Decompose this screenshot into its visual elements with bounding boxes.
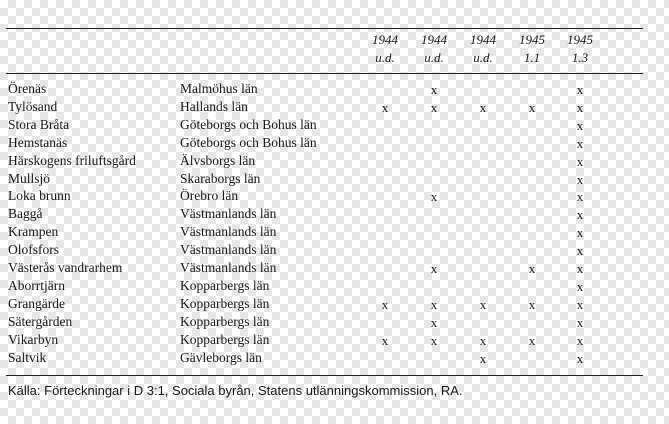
table-row <box>0 187 669 205</box>
table-row <box>0 259 669 277</box>
column-header-date: 1.1 <box>523 50 541 65</box>
column-header-year: 1944 <box>470 32 496 47</box>
column-header-date: u.d. <box>424 50 444 65</box>
presence-mark: x <box>430 99 438 115</box>
table-row <box>0 295 669 313</box>
presence-mark: x <box>430 82 438 97</box>
place-name: Mullsjö <box>8 170 51 186</box>
presence-mark: x <box>576 296 584 312</box>
place-name: Olofsfors <box>8 242 59 258</box>
table-row <box>0 241 669 259</box>
presence-mark: x <box>576 135 584 151</box>
column-header-year: 1944 <box>372 32 398 47</box>
presence-mark: x <box>430 296 438 312</box>
presence-mark: x <box>479 99 487 115</box>
table-row <box>0 134 669 152</box>
county-name: Malmöhus län <box>180 81 258 96</box>
table-row <box>0 152 669 170</box>
place-name: Saltvik <box>8 349 47 365</box>
place-name: Hemstanäs <box>8 134 68 150</box>
table-row <box>0 349 669 367</box>
presence-mark: x <box>381 332 389 348</box>
presence-mark: x <box>576 225 584 241</box>
table-row <box>0 116 669 134</box>
place-name: Sätergården <box>8 313 73 329</box>
presence-mark: x <box>576 332 584 348</box>
place-name: Baggå <box>8 206 43 222</box>
county-name: Göteborgs och Bohus län <box>180 134 317 150</box>
presence-mark: x <box>528 332 536 348</box>
presence-mark: x <box>430 189 438 205</box>
table-row <box>0 313 669 331</box>
presence-mark: x <box>479 296 487 312</box>
place-name: Härskogens friluftsgård <box>8 152 136 168</box>
bottom-rule <box>6 375 643 376</box>
presence-mark: x <box>430 314 438 330</box>
header-rule <box>6 73 643 74</box>
column-header-date: u.d. <box>375 50 395 65</box>
presence-mark: x <box>576 314 584 330</box>
table-row <box>0 277 669 295</box>
presence-mark: x <box>381 99 389 115</box>
presence-mark: x <box>576 171 584 187</box>
county-name: Älvsborgs län <box>180 152 256 168</box>
presence-mark: x <box>576 189 584 205</box>
county-name: Kopparbergs län <box>180 295 270 311</box>
presence-mark: x <box>576 207 584 223</box>
presence-mark: x <box>576 243 584 259</box>
column-header-year: 1945 <box>567 32 593 47</box>
presence-mark: x <box>576 350 584 366</box>
place-name: Vikarbyn <box>8 331 59 347</box>
county-name: Västmanlands län <box>180 224 277 240</box>
place-name: Loka brunn <box>8 188 71 204</box>
table-row <box>0 331 669 349</box>
table-row <box>0 170 669 188</box>
presence-mark: x <box>430 261 438 276</box>
presence-mark: x <box>381 296 389 312</box>
presence-mark: x <box>576 82 584 97</box>
table-row <box>0 98 669 116</box>
place-name: Tylösand <box>8 98 58 114</box>
table-row <box>0 205 669 223</box>
county-name: Gävleborgs län <box>180 349 262 365</box>
column-header-year: 1944 <box>421 32 447 47</box>
presence-mark: x <box>576 99 584 115</box>
county-name: Skaraborgs län <box>180 170 261 186</box>
top-rule <box>6 28 643 29</box>
county-name: Örebro län <box>180 188 239 204</box>
column-header-year: 1945 <box>519 32 545 47</box>
place-name: Örenäs <box>8 81 47 96</box>
county-name: Kopparbergs län <box>180 277 270 293</box>
source-note: Källa: Förteckningar i D 3:1, Sociala byrån, Statens utlänningskommission, RA. <box>8 383 463 398</box>
place-name: Aborrtjärn <box>8 277 65 293</box>
county-name: Västmanlands län <box>180 260 277 275</box>
county-name: Kopparbergs län <box>180 331 270 347</box>
presence-mark: x <box>576 117 584 133</box>
table-row <box>0 80 669 98</box>
county-name: Göteborgs och Bohus län <box>180 116 317 132</box>
presence-mark: x <box>576 261 584 276</box>
column-header-date: 1.3 <box>571 50 589 65</box>
presence-mark: x <box>479 350 487 366</box>
presence-mark: x <box>528 296 536 312</box>
presence-mark: x <box>528 261 536 276</box>
place-name: Krampen <box>8 224 59 240</box>
presence-mark: x <box>576 153 584 169</box>
place-name: Västerås vandrarhem <box>8 260 123 275</box>
county-name: Västmanlands län <box>180 242 277 258</box>
column-header-date: u.d. <box>473 50 493 65</box>
place-name: Stora Bråta <box>8 116 70 132</box>
presence-mark: x <box>528 99 536 115</box>
place-name: Grangärde <box>8 295 65 311</box>
table-row <box>0 223 669 241</box>
presence-mark: x <box>479 332 487 348</box>
county-name: Hallands län <box>180 98 248 114</box>
presence-mark: x <box>576 278 584 294</box>
county-name: Kopparbergs län <box>180 313 270 329</box>
presence-mark: x <box>430 332 438 348</box>
county-name: Västmanlands län <box>180 206 277 222</box>
